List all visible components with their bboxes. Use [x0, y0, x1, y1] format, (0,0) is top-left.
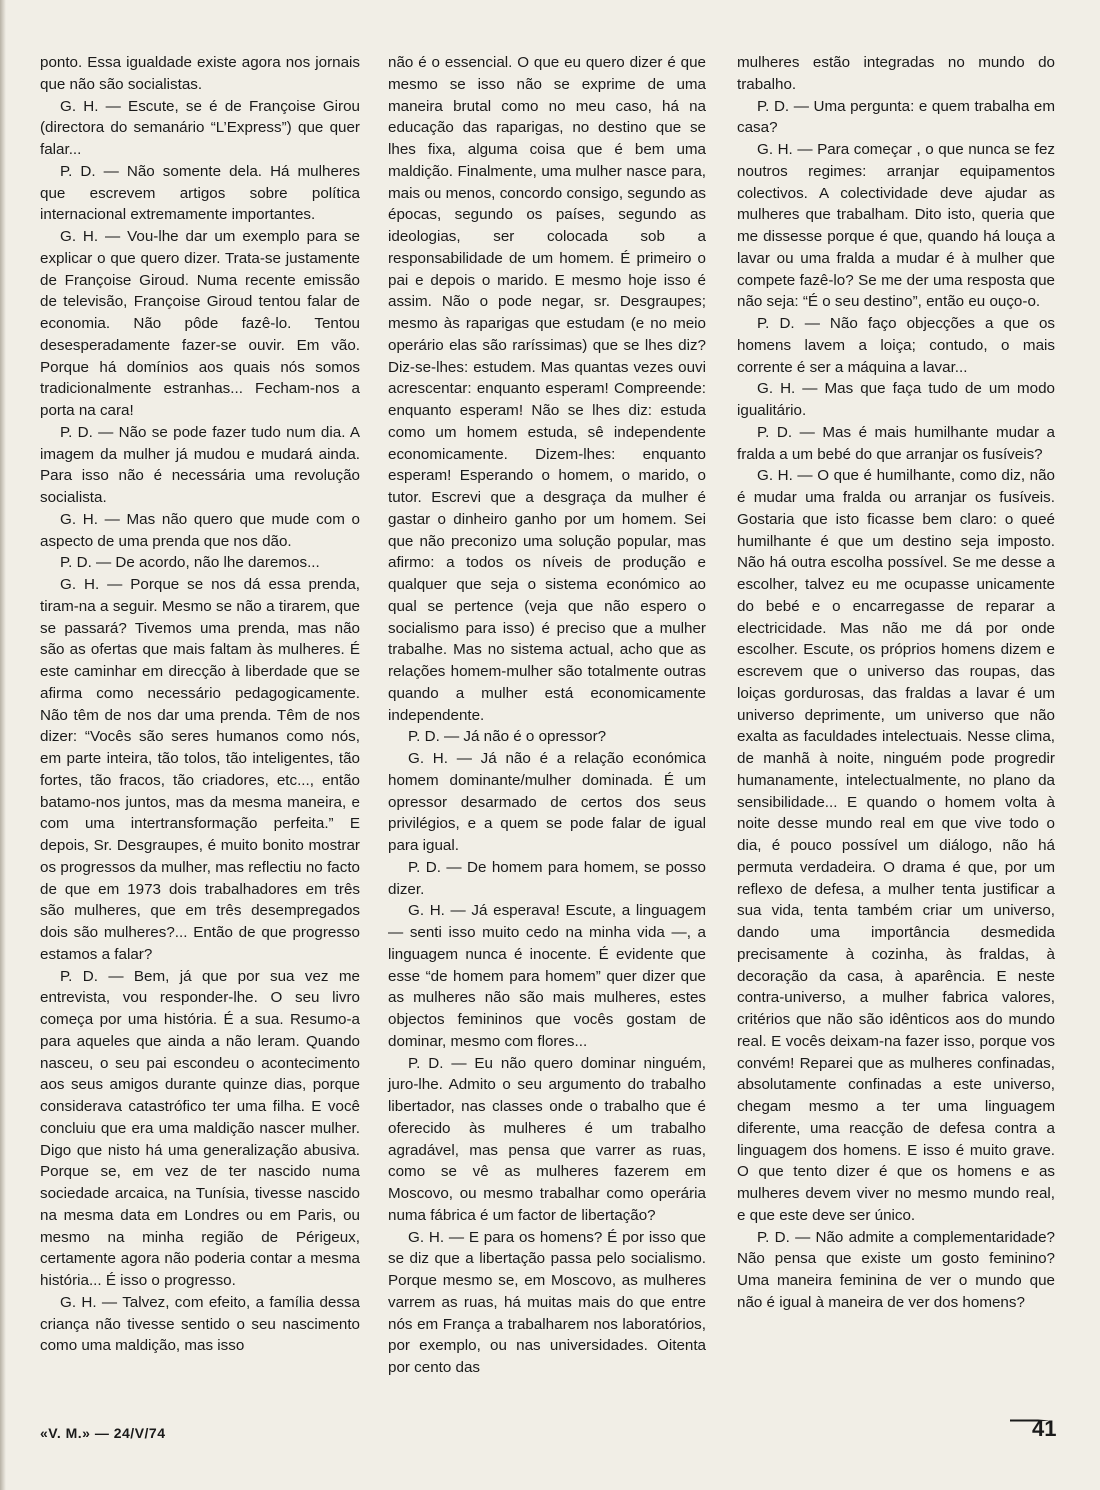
paragraph: ponto. Essa igualdade existe agora nos jornais que não são socialistas.: [40, 54, 360, 93]
paragraph: P. D. — Uma pergunta: e quem trabalha em casa?: [737, 97, 1055, 137]
paragraph: P. D. — De homem para homem, se posso dizer.: [388, 858, 706, 898]
paragraph: P. D. — De acordo, não lhe daremos...: [60, 554, 320, 572]
paragraph: P. D. — Não admite a complementaridade? Não pensa que existe um gosto feminino? Uma maneira feminina de ver o mundo que não é igual à maneira de ver dos homens?: [737, 1228, 1055, 1311]
paragraph: não é o essencial. O que eu quero dizer é que mesmo se isso não se exprime de uma maneira brutal como no meu caso, há na educação das raparigas, no destino que se lhes fixa, alguma coisa que é bem uma maldição. Finalmente, uma mulher nasce para, mais ou menos, concordo consigo, segundo as épocas, segundo os países, segundo as ideologias, ser colocada sob a responsabilidade de um homem. É primeiro o pai e depois o marido. E mesmo hoje isso é assim. Não o pode negar, sr. Desgraupes; mesmo às raparigas que estudam (e no meio operário elas são raríssimas) que se lhes diz? Diz-se-lhes: estudem. Mas quantas vezes ouvi acrescentar: enquanto esperam! Compreende: enquanto esperam! Não se lhes diz: estuda como um homem estuda, sê independente economicamente. Dizem-lhes: enquanto esperam! Esperando o homem, o marido, o tutor. Escrevi que a desgraça da mulher é gastar o dinheiro ganho por um homem. Sei que não preconizo uma solução popular, mas afirmo: a todos os níveis de produção e qualquer que seja o sistema económico ao qual se pertence (veja que não espero o socialismo para isso) é preciso que a mulher trabalhe. Mas no sistema actual, acho que as relações homem-mulher são totalmente outras quando a mulher está economicamente independente.: [388, 54, 706, 724]
page-edge-shadow: [0, 0, 6, 1490]
issue-footer: «V. M.» — 24/V/74: [40, 1425, 166, 1441]
paragraph: P. D. — Mas é mais humilhante mudar a fralda a um bebé do que arranjar os fusíveis?: [737, 423, 1055, 463]
page-number: 41: [1032, 1416, 1057, 1441]
paragraph: G. H. — E para os homens? É por isso que se diz que a libertação passa pelo socialismo. Porque mesmo se, em Moscovo, as mulheres varrem as ruas, há muitas mais do que entre nós em França a trabalharem nos laboratórios, por exemplo, ou nas universidades. Oitenta por cento das: [388, 1228, 706, 1376]
paragraph: P. D. — Bem, já que por sua vez me entrevista, vou responder-lhe. O seu livro começa por uma história. É a sua. Resumo-a para aqueles que ainda a não leram. Quando nasceu, o seu pai escondeu o acontecimento aos seus amigos durante quinze dias, porque considerava catastrófico ter uma filha. E você concluiu que era uma maldição nascer mulher. Digo que nisto há uma generalização abusiva. Porque se, em vez de ter nascido numa sociedade arcaica, na Tunísia, tivesse nascido na mesma data em Londres ou em Paris, ou mesmo na minha região de Périgeux, certamente agora não poderia contar a mesma história... É isso o progresso.: [40, 967, 360, 1289]
paragraph: G. H. — Vou-lhe dar um exemplo para se explicar o que quero dizer. Trata-se justamente de Françoise Giroud. Numa recente emissão de televisão, Françoise Giroud tentou falar de economia. Não pôde fazê-lo. Tentou desesperadamente fazer-se ouvir. Em vão. Porque há domínios aos quais nós somos tradicionalmente estranhas... Fecham-nos a porta na cara!: [40, 228, 360, 419]
paragraph: G. H. — Já esperava! Escute, a linguagem — senti isso muito cedo na minha vida —, a linguagem nunca é inocente. É evidente que esse “de homem para homem” quer dizer que as mulheres não são mais mulheres, estes objectos femininos que vocês gostam de dominar, mesmo com flores...: [388, 902, 706, 1050]
paragraph: G. H. — Escute, se é de Françoise Girou (directora do semanário “L’Express”) que quer falar...: [40, 97, 360, 158]
text-column-1: [40, 52, 360, 1357]
paragraph: G. H. — Talvez, com efeito, a família dessa criança não tivesse sentido o seu nascimento como uma maldição, mas isso: [40, 1293, 360, 1355]
paragraph: G. H. — Para começar , o que nunca se fez noutros regimes: arranjar equipamentos colectivos. A colectividade deve ajudar as mulheres que trabalham. Dito isto, queria que me dissesse porque é que, quando há louça a lavar ou uma fralda a mudar é à mulher que compete fazê-lo? Se me der uma resposta que não seja: “É o seu destino”, então eu ouço-o.: [737, 141, 1055, 311]
text-column-3: [737, 52, 1055, 1314]
text-column-2: [388, 52, 706, 1379]
paragraph: mulheres estão integradas no mundo do trabalho.: [737, 54, 1055, 93]
paragraph: P. D. — Não se pode fazer tudo num dia. A imagem da mulher já mudou e mudará ainda. Para isso não é necessária uma revolução socialista.: [40, 423, 360, 506]
paragraph: G. H. — Mas que faça tudo de um modo igualitário.: [737, 380, 1055, 419]
paragraph: G. H. — Já não é a relação económica homem dominante/mulher dominada. É um opressor desarmado de certos dos seus privilégios, e a quem se pode falar de igual para igual.: [388, 750, 706, 854]
paragraph: G. H. — O que é humilhante, como diz, não é mudar uma fralda ou arranjar os fusíveis. Gostaria que isto ficasse bem claro: o queé humilhante é que um destino seja imposto. Não há outra escolha possível. Se me desse a escolher, talvez eu me ocupasse unicamente do bebé e o encarregasse de reparar a electricidade. Mas não me dá por onde escolher. Escute, os próprios homens dizem e escrevem que o universo das roupas, das loiças gordurosas, das fraldas a lavar é um universo deprimente, um universo que não exalta as faculdades intelectuais. Nesse clima, de manhã à noite, ninguém pode progredir humanamente, intelectualmente, no plano da sensibilidade... E quando o homem volta à noite desse mundo real em que vive todo o dia, é pouco possível um diálogo, não há permuta verdadeira. O drama é que, por um reflexo de defesa, a mulher tenta justificar a sua vida, tenta também criar um universo, dando uma importância desmedida precisamente à cozinha, às fraldas, à decoração da casa, à aparência. E neste contra-universo, a mulher fabrica valores, critérios que não são idênticos aos do mundo real. E vocês deixam-na fazer isso, porque vos convém! Reparei que as mulheres confinadas, absolutamente confinadas a este universo, chegam mesmo a ter uma linguagem diferente, uma reacção de defesa contra a linguagem dos homens. E isso é muito grave. O que tento dizer é que os homens e as mulheres devem viver no mesmo mundo real, e que este deve ser único.: [737, 467, 1055, 1224]
paragraph: P. D. — Eu não quero dominar ninguém, juro-lhe. Admito o seu argumento do trabalho libertador, nas classes onde o trabalho que é oferecido às mulheres é um trabalho agradável, mas pensa que varrer as ruas, como se vê as mulheres fazerem em Moscovo, ou mesmo trabalhar como operária numa fábrica é um factor de libertação?: [388, 1054, 706, 1224]
paragraph: P. D. — Não faço objecções a que os homens lavem a loiça; contudo, o mais corrente é ser a máquina a lavar...: [737, 315, 1055, 376]
paragraph: G. H. — Mas não quero que mude com o aspecto de uma prenda que nos dão.: [40, 510, 360, 550]
paragraph: G. H. — Porque se nos dá essa prenda, tiram-na a seguir. Mesmo se não a tirarem, que se passará? Tivemos uma prenda, mas não são as ofertas que mais faltam às mulheres. É este caminhar em direcção à liberdade que se afirma como necessário pedagogicamente. Não têm de nos dar uma prenda. Têm de nos dizer: “Vocês são seres humanos como nós, em parte inteira, tão tolos, tão inteligentes, tão fortes, tão fracos, tão criadores, etc..., então batamo-nos juntos, mas da mesma maneira, e com uma intertransformação perfeita.” E depois, Sr. Desgraupes, é muito bonito mostrar os progressos da mulher, mas reflectiu no facto de que em 1973 dois trabalhadores em três são mulheres, que em três desempregados dois são mulheres?... Então de que progresso estamos a falar?: [40, 576, 360, 963]
paragraph: P. D. — Já não é o opressor?: [408, 728, 607, 746]
paragraph: P. D. — Não somente dela. Há mulheres que escrevem artigos sobre política internacional extremamente importantes.: [40, 162, 360, 224]
